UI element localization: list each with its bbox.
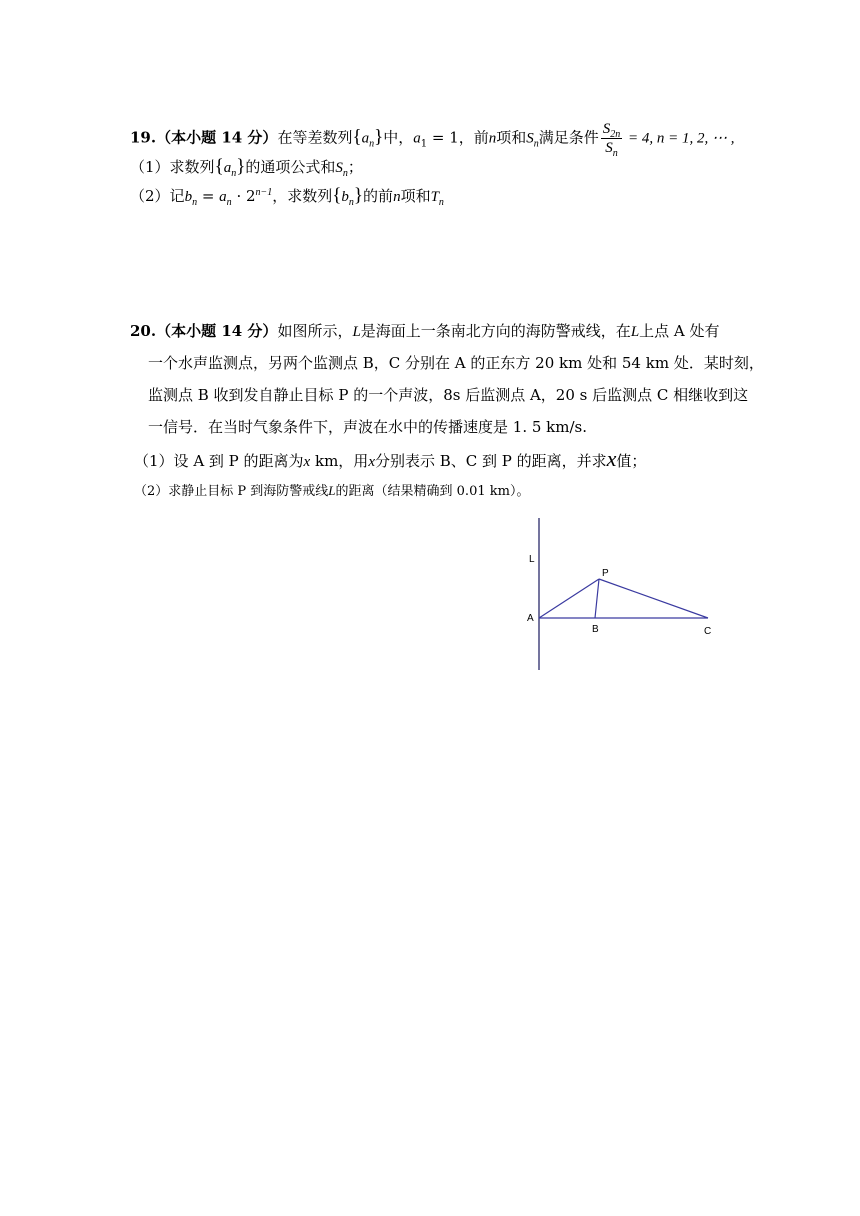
equals: = [197, 187, 220, 205]
q19-number: 19. [130, 128, 157, 147]
q20-line4: 一信号．在当时气象条件下，声波在水中的传播速度是 1. 5 km/s. [148, 418, 587, 436]
q20-number: 20. [130, 322, 157, 340]
part-text: 设 A 到 P 的距离为 [173, 452, 304, 470]
seq-a-sub: n [369, 138, 375, 150]
seq-b: b [341, 189, 349, 205]
q19-stem [130, 120, 735, 157]
power-base: · 2 [231, 187, 256, 205]
part-text: ，求数列 [272, 187, 333, 205]
q19-text: 满足条件 [538, 128, 599, 147]
q19-part2 [130, 186, 444, 207]
var-L: L [630, 324, 640, 340]
a1: a [413, 130, 421, 147]
label-C: C [704, 626, 712, 637]
frac-num: S [602, 121, 611, 137]
q20-text: 如图所示， [277, 322, 353, 340]
label-B: B [592, 624, 599, 635]
var-S: S [335, 160, 343, 176]
q19-text: 项和 [496, 128, 527, 147]
q20-line1 [130, 321, 720, 342]
q20-part2 [134, 481, 529, 502]
var-a-sub: n [226, 197, 232, 208]
var-S-sub: n [342, 168, 348, 179]
var-S-sub: n [533, 138, 539, 150]
var-L: L [352, 324, 361, 340]
geometry-diagram [520, 515, 730, 675]
label-L: L [529, 554, 535, 565]
part-text: 的前 [363, 187, 394, 205]
label-A: A [527, 613, 534, 624]
seq-a-sub: n [231, 168, 237, 179]
part-label: （1） [134, 452, 174, 470]
q20-score: （本小题 14 分） [156, 322, 278, 340]
q19-text: 在等差数列 [277, 128, 353, 147]
var-T: T [430, 189, 439, 205]
q19-score: （本小题 14 分） [156, 128, 278, 147]
q19-part1 [130, 157, 363, 178]
label-P: P [602, 568, 609, 579]
q19-text: ，前 [458, 128, 489, 147]
power-exp: n−1 [255, 187, 273, 198]
q20-part1 [134, 446, 647, 472]
brace-right: } [353, 185, 364, 206]
frac-den: S [605, 140, 613, 156]
brace-left: { [352, 126, 362, 148]
var-x: x [303, 454, 311, 470]
var-L: L [328, 483, 336, 498]
part-text: km，用 [310, 452, 369, 470]
part-label: （2） [134, 484, 169, 499]
a1-sub: 1 [420, 138, 428, 150]
q19-text: 中， [383, 128, 414, 147]
var-n: n [488, 130, 497, 147]
q20-text: 是海面上一条南北方向的海防警戒线，在 [360, 322, 631, 340]
seq-b-sub: n [348, 197, 354, 208]
frac-den-sub: n [612, 148, 618, 159]
brace-right: } [236, 156, 246, 177]
part-text: 分别表示 B、C 到 P 的距离，并求 [374, 452, 607, 470]
seq-a: a [361, 130, 370, 147]
seq-a: a [223, 160, 232, 176]
brace-right: } [374, 126, 384, 148]
brace-left: { [214, 156, 224, 177]
var-T-sub: n [438, 197, 444, 208]
part-text: 求静止目标 P 到海防警戒线 [168, 484, 329, 499]
q20-line3: 监测点 B 收到发自静止目标 P 的一个声波，8s 后监测点 A，20 s 后监测点 C 相继收到这 [148, 386, 749, 404]
part-text: 求数列 [169, 158, 215, 176]
var-x-large: x [606, 446, 617, 471]
frac-num-sub: 2n [610, 129, 621, 140]
part-text: 记 [169, 187, 185, 205]
a1-eq: = 1 [427, 128, 459, 147]
var-b: b [184, 189, 193, 205]
segment-PC [599, 579, 708, 618]
segment-PB [595, 579, 599, 618]
var-S: S [526, 130, 534, 147]
segment-AP [539, 579, 599, 618]
part-text: 的距离（结果精确到 0.01 km）。 [335, 484, 530, 499]
fraction-s2n-sn [601, 120, 623, 157]
q20-text: 上点 A 处有 [639, 322, 720, 340]
part-text: ； [347, 158, 363, 176]
var-n: n [393, 189, 401, 205]
part-label: （1） [130, 158, 170, 176]
q19-condition: = 4, n = 1, 2, ⋯ , [624, 130, 735, 147]
part-text: 值； [616, 452, 647, 470]
part-text: 项和 [400, 187, 431, 205]
var-b-sub: n [192, 197, 198, 208]
q20-line2: 一个水声监测点，另两个监测点 B，C 分别在 A 的正东方 20 km 处和 54 km 处．某时刻， [148, 354, 764, 372]
part-text: 的通项公式和 [245, 158, 336, 176]
var-x: x [368, 454, 375, 470]
part-label: （2） [130, 187, 170, 205]
brace-left: { [332, 185, 342, 206]
var-a: a [219, 189, 227, 205]
